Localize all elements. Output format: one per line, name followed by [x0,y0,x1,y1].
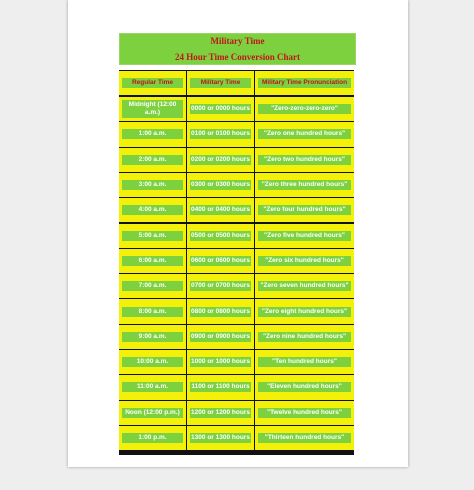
cell-pronunciation: "Zero four hundred hours" [258,205,351,215]
table-cell [119,274,186,298]
table-cell [187,224,254,248]
cell-pronunciation: "Zero two hundred hours" [258,155,351,165]
table-cell [255,122,354,146]
header-military-time: Military Time [190,78,251,88]
table-cell [119,224,186,248]
table-cell [187,401,254,425]
table-cell [119,325,186,349]
table-cell [187,198,254,222]
table-cell [187,249,254,273]
table-row [119,325,354,349]
cell-military-time: 0300 or 0300 hours [191,181,250,189]
table-cell [119,148,186,172]
cell-regular-time: 2:00 a.m. [122,155,183,165]
header-cell [255,71,354,95]
cell-regular-time: 11:00 a.m. [122,382,183,392]
table-cell [119,299,186,323]
table-row [119,97,354,121]
table-row [119,224,354,248]
header-cell [119,71,186,95]
cell-pronunciation: "Eleven hundred hours" [258,382,351,392]
cell-military-time: 1300 or 1300 hours [191,434,250,442]
table-cell [187,274,254,298]
table-cell [119,401,186,425]
cell-regular-time: 10:00 a.m. [122,357,183,367]
cell-regular-time: 1:00 a.m. [122,129,183,139]
cell-military-time: 0200 or 0200 hours [191,155,250,163]
table-cell [119,350,186,374]
cell-regular-time: 3:00 a.m. [122,180,183,190]
table-row [119,274,354,298]
cell-regular-time: 6:00 a.m. [122,256,183,266]
table-cell [255,426,354,450]
table-cell [255,249,354,273]
table-row [119,401,354,425]
table-cell [255,224,354,248]
cell-military-time: 0100 or 0100 hours [191,130,250,138]
cell-regular-time: 5:00 a.m. [122,231,183,241]
table-cell [255,148,354,172]
table-cell [187,375,254,399]
table-cell [187,173,254,197]
cell-regular-time: 4:00 a.m. [122,205,183,215]
table-row [119,198,354,222]
table-cell [187,97,254,121]
cell-pronunciation: "Twelve hundred hours" [258,408,351,418]
cell-pronunciation: "Ten hundred hours" [258,357,351,367]
table-row [119,148,354,172]
table-row [119,426,354,450]
cell-military-time: 0000 or 0000 hours [191,105,250,113]
cell-pronunciation: "Zero nine hundred hours" [258,332,351,342]
table-cell [119,173,186,197]
cell-pronunciation: "Zero three hundred hours" [258,180,351,190]
cell-pronunciation: "Zero one hundred hours" [258,129,351,139]
table-cell [187,350,254,374]
cell-military-time: 1000 or 1000 hours [191,358,250,366]
conversion-table [119,70,354,455]
table-row [119,350,354,374]
cell-pronunciation: "Thirteen hundred hours" [258,433,351,443]
cell-military-time: 1100 or 1100 hours [191,383,250,391]
cell-pronunciation: "Zero eight hundred hours" [258,307,351,317]
table-row [119,249,354,273]
table-cell [119,375,186,399]
title-banner [119,33,356,65]
table-cell [119,122,186,146]
header-pronunciation: Military Time Pronunciation [258,78,351,88]
table-row [119,375,354,399]
table-row [119,122,354,146]
cell-military-time: 0800 or 0800 hours [191,307,250,315]
table-cell [255,173,354,197]
cell-regular-time: 7:00 a.m. [122,281,183,291]
table-cell [119,249,186,273]
table-cell [255,97,354,121]
header-cell [187,71,254,95]
document-subtitle: 24 Hour Time Conversion Chart [174,52,300,62]
document-page [68,0,408,467]
header-regular-time: Regular Time [122,78,183,88]
table-row [119,299,354,323]
table-cell [255,299,354,323]
table-cell [187,299,254,323]
table-cell [119,426,186,450]
table-cell [119,198,186,222]
cell-regular-time: 9:00 a.m. [122,332,183,342]
cell-military-time: 1200 or 1200 hours [191,408,250,416]
cell-regular-time: 1:00 p.m. [122,433,183,443]
cell-military-time: 0600 or 0600 hours [191,256,250,264]
table-row [119,173,354,197]
table-cell [255,325,354,349]
table-cell [255,401,354,425]
cell-regular-time: Midnight (12:00 a.m.) [122,100,183,118]
table-cell [255,274,354,298]
table-cell [119,97,186,121]
cell-military-time: 0700 or 0700 hours [191,282,250,290]
table-header-row [119,71,354,95]
cell-regular-time: 8:00 a.m. [122,307,183,317]
table-cell [255,375,354,399]
cell-pronunciation: "Zero seven hundred hours" [258,281,351,291]
table-cell [187,122,254,146]
cell-pronunciation: "Zero five hundred hours" [258,231,351,241]
table-cell [187,426,254,450]
cell-military-time: 0400 or 0400 hours [191,206,250,214]
table-cell [187,148,254,172]
cell-regular-time: Noon (12:00 p.m.) [122,408,183,418]
table-cell [255,198,354,222]
cell-military-time: 0500 or 0500 hours [191,231,250,239]
cell-pronunciation: "Zero-zero-zero-zero" [258,104,351,114]
cell-military-time: 0900 or 0900 hours [191,332,250,340]
table-cell [255,350,354,374]
table-cell [187,325,254,349]
document-title: Military Time [210,36,265,46]
cell-pronunciation: "Zero six hundred hours" [258,256,351,266]
